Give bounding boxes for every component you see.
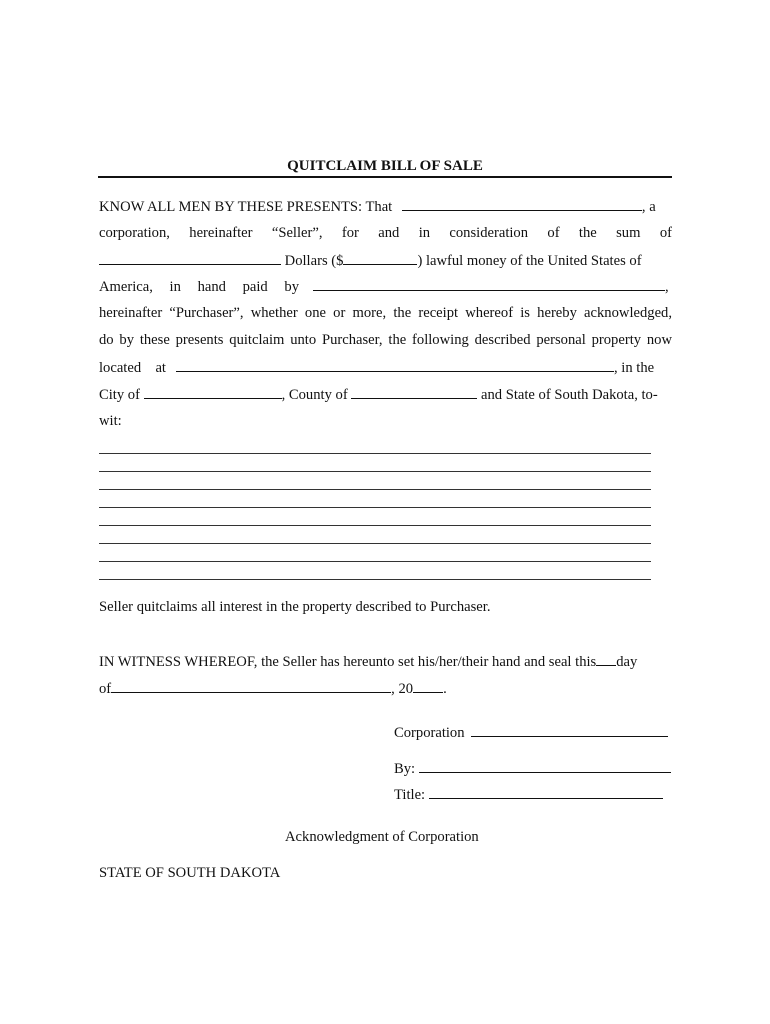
of-text: of [99,681,112,697]
word: by [284,279,299,295]
para1-line3 [99,250,672,270]
title-rule [98,176,672,178]
word: in [169,279,181,295]
purchaser-name-blank[interactable] [313,276,665,291]
in-the-text [614,358,672,378]
period-text: . [443,681,447,697]
word: of [659,225,672,241]
day-blank[interactable] [596,651,616,666]
word: hereinafter [189,225,253,241]
word: “Seller”, [271,225,323,241]
word: hand [197,279,226,295]
state-heading: STATE OF SOUTH DAKOTA [99,865,281,881]
comma-a-text: , a [641,199,656,215]
located-at-words [99,358,166,378]
corporation-label: Corporation [394,725,465,741]
city-of-text: City of [99,387,140,403]
para1-line9: wit: [99,413,122,429]
acknowledgment-heading: Acknowledgment of Corporation [285,829,479,845]
lawful-money-text: ) lawful money of the United States of [417,253,642,269]
location-blank[interactable] [176,357,614,372]
word: in [418,225,431,241]
para1-line5: hereinafter “Purchaser”, whether one or more, the receipt whereof is hereby acknowledged, [99,305,672,321]
know-all-men-text: KNOW ALL MEN BY THESE PRESENTS: That [99,199,393,215]
property-description-line[interactable] [99,561,651,562]
word: at [155,360,166,376]
by-signature-line [394,758,671,779]
para1-line4 [99,276,672,296]
para1-line7 [99,357,672,377]
year-blank[interactable] [413,678,443,693]
seller-name-blank[interactable] [402,196,642,211]
by-blank[interactable] [419,758,671,773]
comma-text: , [665,279,669,295]
word: corporation, [99,225,170,241]
county-blank[interactable] [351,384,477,399]
property-description-line[interactable] [99,543,651,544]
word: for [341,225,359,241]
title-label: Title: [394,787,426,803]
witness-line2 [99,678,672,698]
dollars-words-blank[interactable] [99,250,281,265]
witness-line1 [99,651,672,671]
word: , in the [614,360,655,376]
word: located [99,360,142,376]
para1-line8 [99,384,672,404]
county-of-text: , County of [281,387,348,403]
dollars-amount-blank[interactable] [343,250,417,265]
corporation-signature-line [394,722,668,743]
word: sum [616,225,641,241]
word: the [578,225,597,241]
state-text: and State of South Dakota, to- [481,387,658,403]
word: America, [99,279,153,295]
word: paid [242,279,268,295]
by-label: By: [394,761,416,777]
america-words [99,277,299,297]
day-text: day [616,654,638,670]
month-blank[interactable] [111,678,391,693]
title-blank[interactable] [429,784,663,799]
para1-line2 [99,223,672,243]
property-description-line[interactable] [99,579,651,580]
corporation-blank[interactable] [471,722,668,737]
dollars-text: Dollars ($ [284,253,344,269]
word: consideration [449,225,529,241]
property-description-line[interactable] [99,525,651,526]
quitclaim-statement: Seller quitclaims all interest in the property described to Purchaser. [99,599,491,615]
para1-line6: do by these presents quitclaim unto Purchaser, the following described personal property now [99,332,672,348]
witness-text: IN WITNESS WHEREOF, the Seller has hereunto set his/her/their hand and seal this [99,654,597,670]
document-title: QUITCLAIM BILL OF SALE [287,158,483,174]
para1-line1 [99,196,672,216]
year-prefix-text: , 20 [391,681,414,697]
property-description-line[interactable] [99,453,651,454]
property-description-line[interactable] [99,489,651,490]
title-signature-line [394,784,663,805]
property-description-line[interactable] [99,507,651,508]
city-blank[interactable] [144,384,282,399]
property-description-line[interactable] [99,471,651,472]
word: and [378,225,400,241]
word: of [547,225,560,241]
